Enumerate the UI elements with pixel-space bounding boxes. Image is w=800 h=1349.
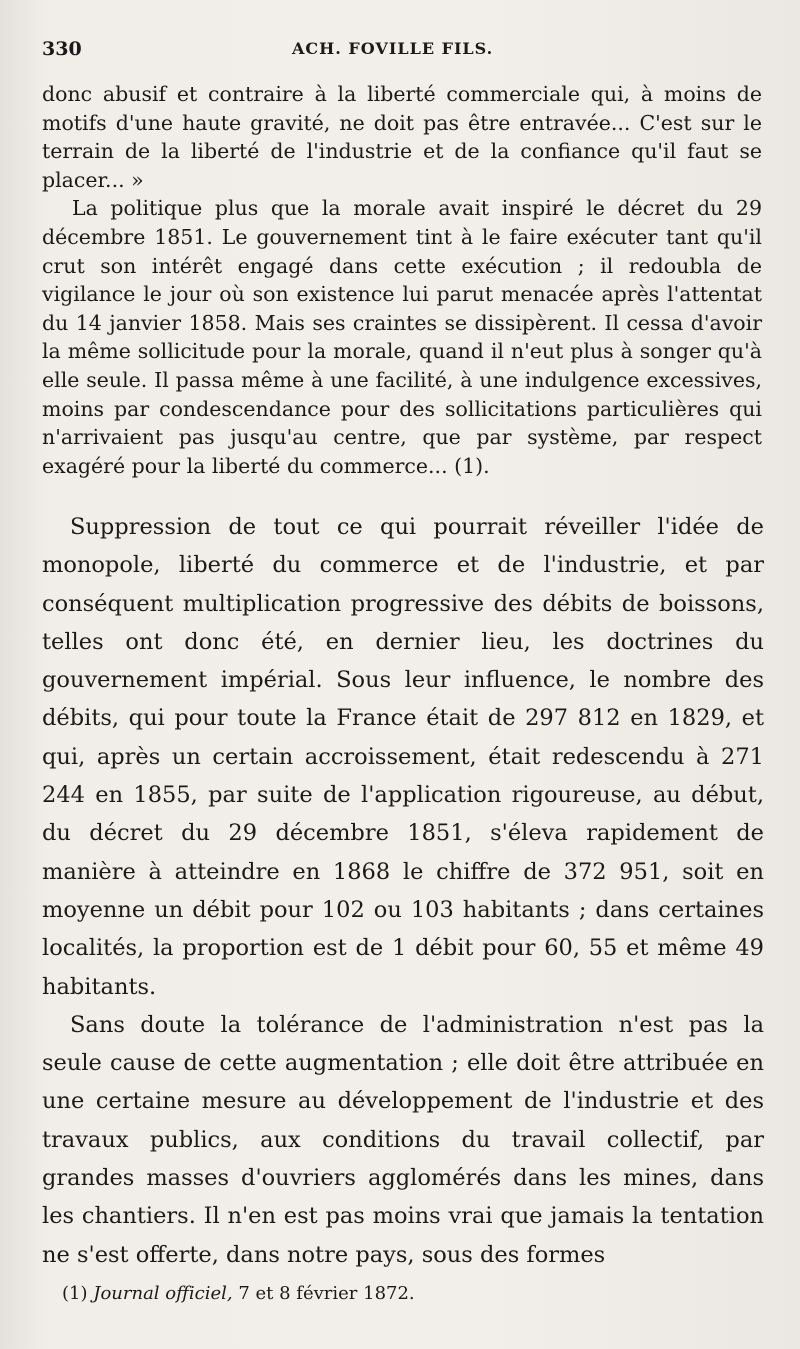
body-paragraph-1: Suppression de tout ce qui pourrait réveiller l'idée de monopole, liberté du commerce et de l'industrie, et par conséquent multiplication progressive des débits de boissons, telles ont donc été, en dernier lieu, les doctrines du gouvernement impérial. Sous leur influence, le nombre des débits, qui pour toute la France était de 297 812 en 1829, et qui, après un certain accroissement, était redescendu à 271 244 en 1855, par suite de l'application rigoureuse, au début, du décret du 29 décembre 1851, s'éleva rapidement de manière à atteindre en 1868 le chiffre de 372 951, soit en moyenne un débit pour 102 ou 103 habitants ; dans certaines localités, la proportion est de 1 débit pour 60, 55 et même 49 habitants. <box>42 514 764 1000</box>
footnote <box>62 1282 762 1306</box>
page-number: 330 <box>42 38 82 60</box>
quotation-block <box>42 80 762 480</box>
running-head <box>42 38 762 64</box>
footnote-marker: (1) <box>62 1283 88 1304</box>
main-text <box>42 508 764 1274</box>
body-paragraph-2: Sans doute la tolérance de l'administration n'est pas la seule cause de cette augmentation ; elle doit être attribuée en une certaine mesure au développement de l'industrie et des travaux publics, aux conditions du travail collectif, par grandes masses d'ouvriers agglomérés dans les mines, dans les chantiers. Il n'en est pas moins vrai que jamais la tentation ne s'est offerte, dans notre pays, sous des formes <box>42 1011 764 1268</box>
footnote-journal: Journal officiel, <box>93 1283 233 1304</box>
running-head-title: ACH. FOVILLE FILS. <box>292 39 494 58</box>
quote-paragraph: La politique plus que la morale avait inspiré le décret du 29 décembre 1851. Le gouvernement tint à le faire exécuter tant qu'il crut son intérêt engagé dans cette exécution ; il redoubla de vigilance le jour où son existence lui parut menacée après l'attentat du 14 janvier 1858. Mais ses craintes se dissipèrent. Il cessa d'avoir la même sollicitude pour la morale, quand il n'eut plus à songer qu'à elle seule. Il passa même à une facilité, à une indulgence excessives, moins par condescendance pour des sollicitations particulières qui n'arrivaient pas jusqu'au centre, que par système, par respect exagéré pour la liberté du commerce... (1). <box>42 196 762 478</box>
footnote-dates: 7 et 8 février 1872. <box>238 1283 415 1304</box>
quote-continuation: donc abusif et contraire à la liberté commerciale qui, à moins de motifs d'une haute gravité, ne doit pas être entravée... C'est sur le terrain de la liberté de l'industrie et de la confiance qu'il faut se placer... » <box>42 82 762 192</box>
